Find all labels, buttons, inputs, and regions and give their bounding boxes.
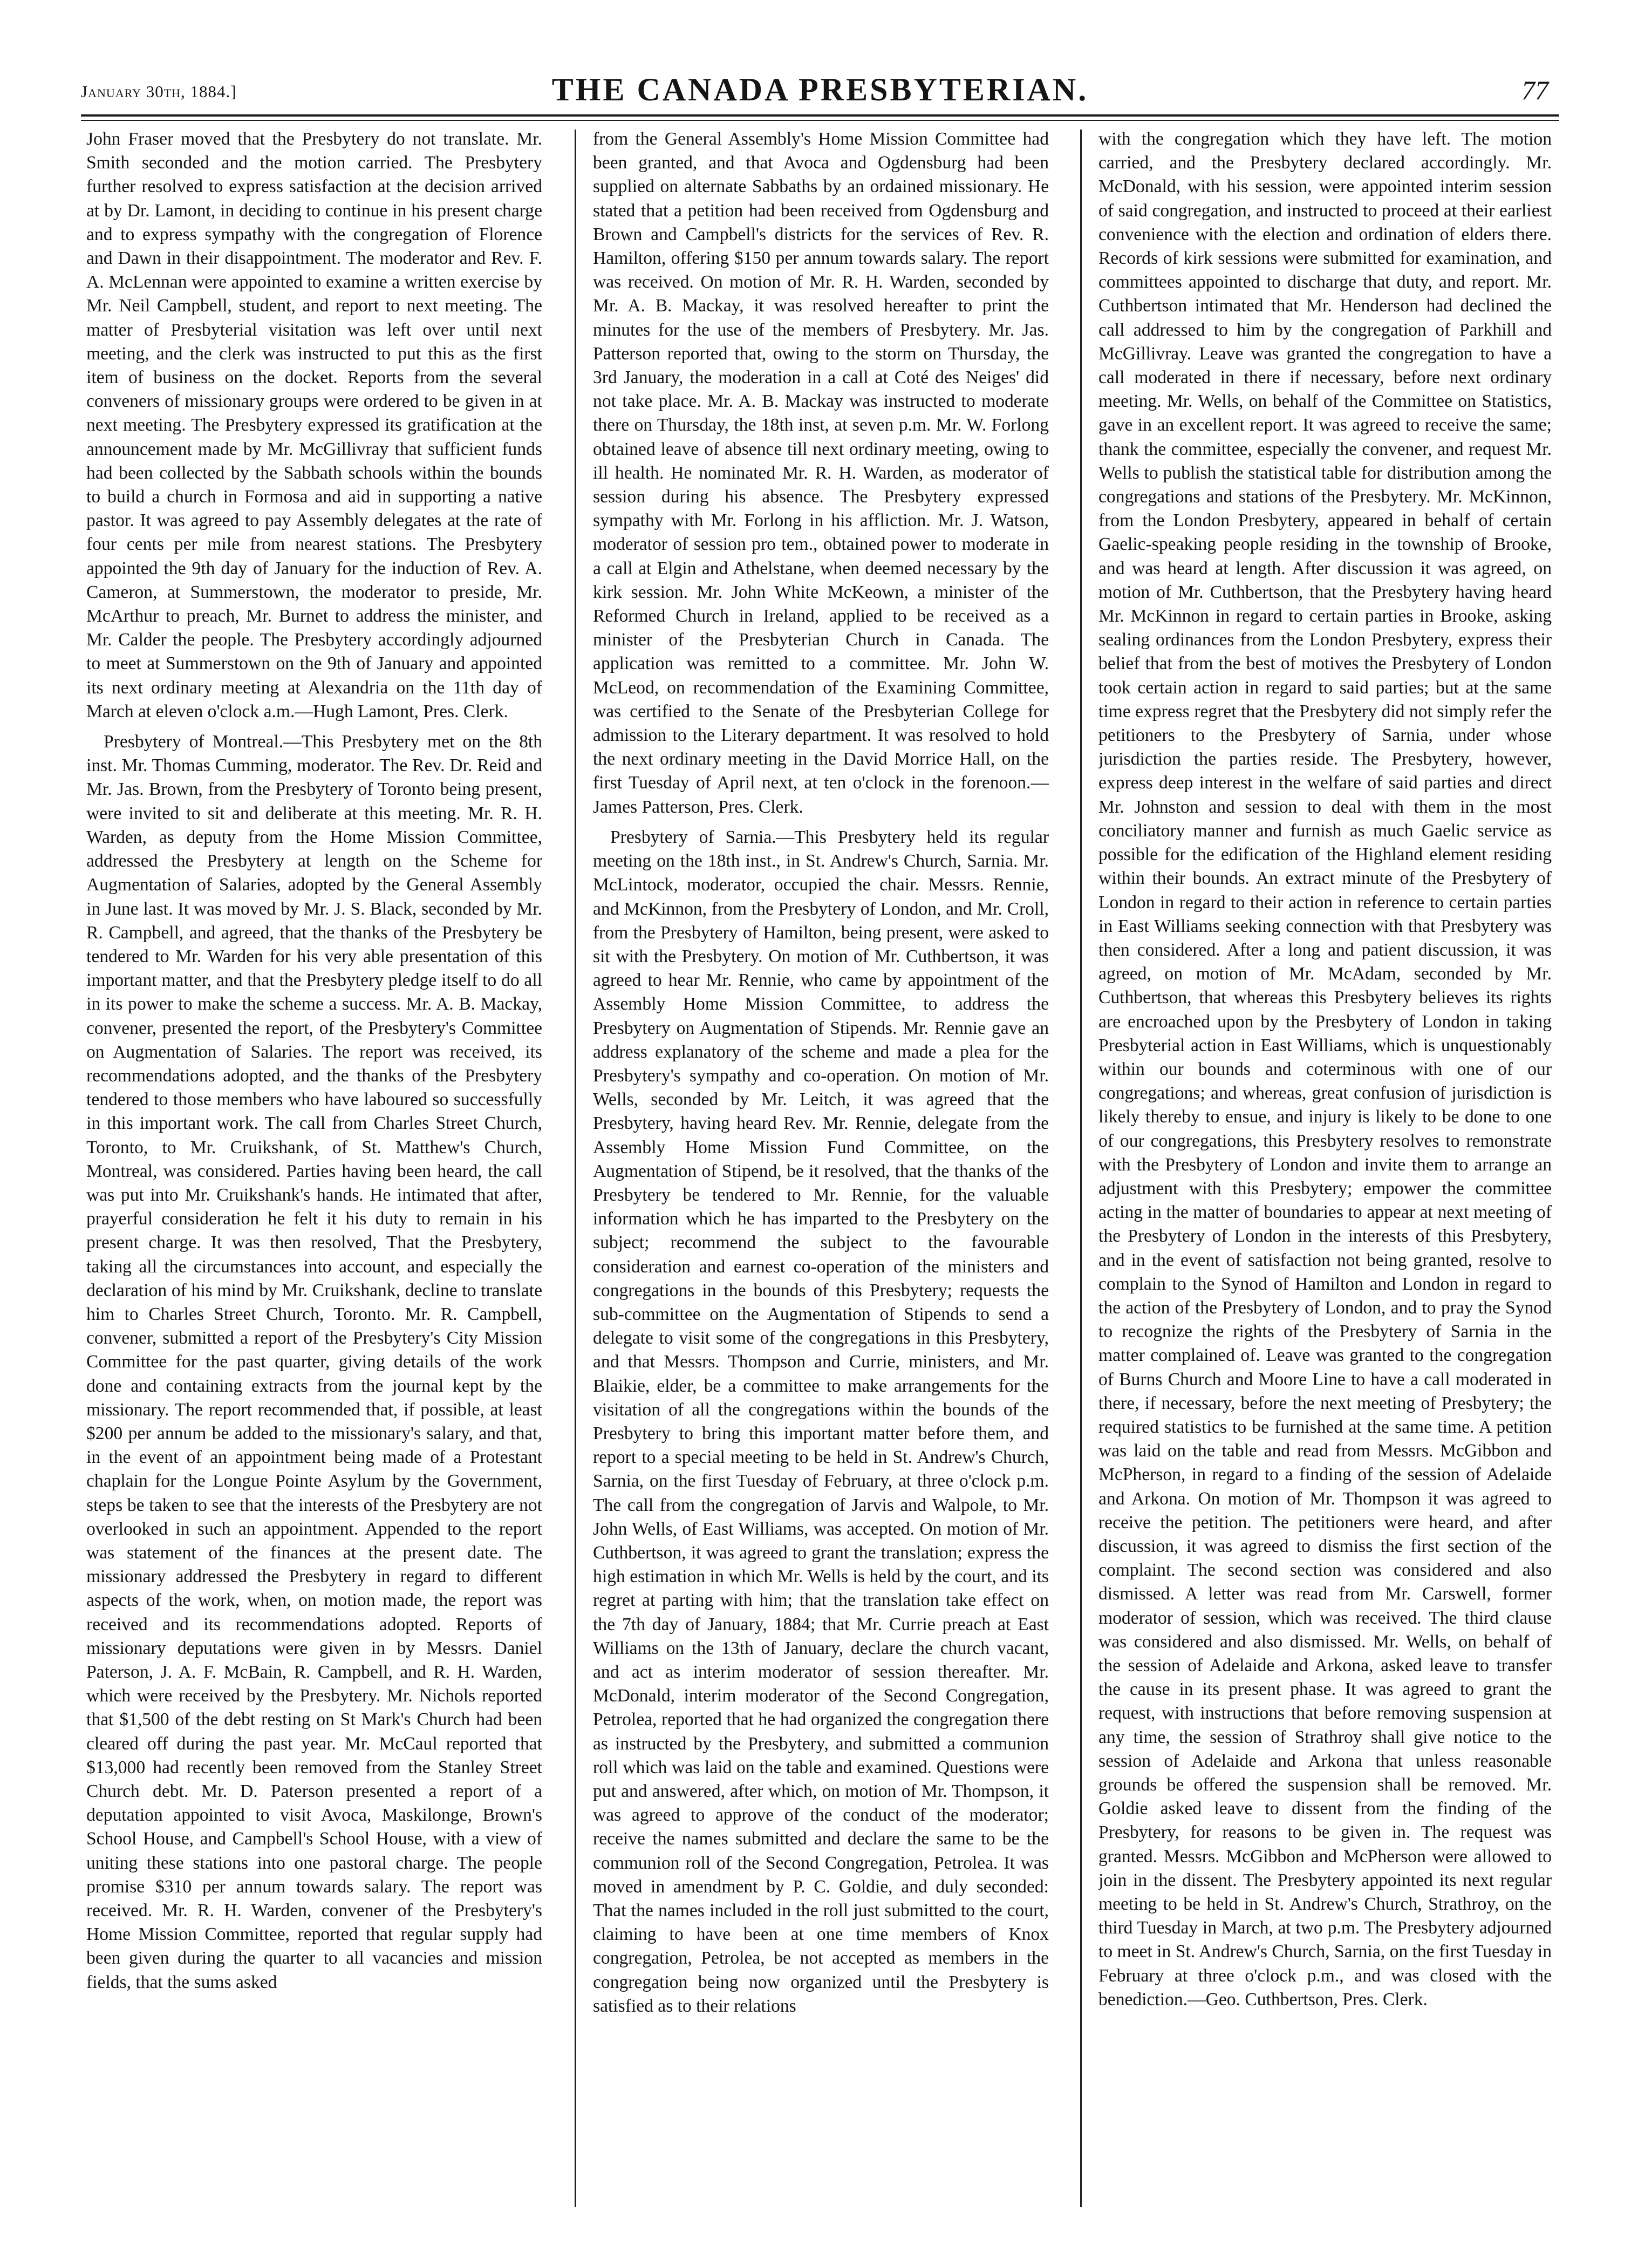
page-number: 77 xyxy=(1521,75,1548,105)
header-rule xyxy=(81,114,1559,117)
column-3-paragraph-1: with the congregation which they have left. The motion carried, and the Presbytery declared accordingly. Mr. McDonald, with his session, were appointed interim session of said congregation, and instructed to proceed at their earliest convenience with the election and ordination of elders there. Records of kirk sessions were submitted for examination, and committees appointed to discharge that duty, and report. Mr. Cuthbertson intimated that Mr. Henderson had declined the call addressed to him by the congregation of Parkhill and McGillivray. Leave was granted the congregation to have a call moderated in there if necessary, before next ordinary meeting. Mr. Wells, on behalf of the Committee on Statistics, gave in an excellent report. It was agreed to receive the same; thank the committee, especially the convener, and request Mr. Wells to publish the statistical table for distribution among the congregations and stations of the Presbytery. Mr. McKinnon, from the London Presbytery, appeared in behalf of certain Gaelic-speaking people residing in the township of Brooke, and was heard at length. After discussion it was agreed, on motion of Mr. Cuthbertson, that the Presbytery having heard Mr. McKinnon in regard to certain parties in Brooke, asking sealing ordinances from the London Presbytery, express their belief that from the best of motives the Presbytery of London took certain action in regard to said parties; but at the same time express regret that the Presbytery did not simply refer the petitioners to the Presbytery of Sarnia, under whose jurisdiction the parties reside. The Presbytery, however, express deep interest in the welfare of said parties and direct Mr. Johnston and session to deal with them in the most conciliatory manner and furnish as much Gaelic service as possible for the edification of the Highland element residing within their bounds. An extract minute of the Presbytery of London in regard to their action in reference to certain parties in East Williams seeking connection with that Presbytery was then considered. After a long and patient discussion, it was agreed, on motion of Mr. McAdam, seconded by Mr. Cuthbertson, that whereas this Presbytery believes its rights are encroached upon by the Presbytery of London in taking Presbyterial action in East Williams, which is unquestionably within our bounds and coterminous with one of our congregations; and whereas, great confusion of jurisdiction is likely thereby to ensue, and injury is likely to be done to one of our congregations, this Presbytery resolves to remonstrate with the Presbytery of London and invite them to arrange an adjustment with this Presbytery; empower the committee acting in the matter of boundaries to appear at next meeting of the Presbytery of London in the interests of this Presbytery, and in the event of satisfaction not being granted, resolve to complain to the Synod of Hamilton and London in regard to the action of the Presbytery of London, and to pray the Synod to recognize the rights of the Presbytery of Sarnia in the matter complained of. Leave was granted to the congregation of Burns Church and Moore Line to have a call moderated in there, if necessary, before the next meeting of Presbytery; the required statistics to be furnished at the same time. A petition was laid on the table and read from Messrs. McGibbon and McPherson, in regard to a finding of the session of Adelaide and Arkona. On motion of Mr. Thompson it was agreed to receive the petition. The petitioners were heard, and after discussion, it was agreed to dismiss the first section of the complaint. The second section was considered and also dismissed. A letter was read from Mr. Carswell, former moderator of session, which was received. The third clause was considered and also dismissed. Mr. Wells, on behalf of the session of Adelaide and Arkona, asked leave to transfer the cause in its present phase. It was agreed to grant the request, with instructions that before removing suspension at any time, the session of Strathroy shall give notice to the session of Adelaide and Arkona that unless reasonable grounds be offered the suspension shall be removed. Mr. Goldie asked leave to dissent from the finding of the Presbytery, for reasons to be given in. The request was granted. Messrs. McGibbon and McPherson were allowed to join in the dissent. The Presbytery appointed its next regular meeting to be held in St. Andrew's Church, Strathroy, on the third Tuesday in March, at two p.m. The Presbytery adjourned to meet in St. Andrew's Church, Sarnia, on the first Tuesday in February at three o'clock p.m., and was closed with the benediction.—Geo. Cuthbertson, Pres. Clerk. xyxy=(1098,129,1552,2010)
column-divider-2 xyxy=(1080,130,1082,2207)
column-3 xyxy=(1098,127,1552,2205)
column-2-paragraph-2: Presbytery of Sarnia.—This Presbytery held its regular meeting on the 18th inst., in St. Andrew's Church, Sarnia. Mr. McLintock, moderator, occupied the chair. Messrs. Rennie, and McKinnon, from the Presbytery of London, and Mr. Croll, from the Presbytery of Hamilton, being present, were asked to sit with the Presbytery. On motion of Mr. Cuthbertson, it was agreed to hear Mr. Rennie, who came by appointment of the Assembly Home Mission Committee, to address the Presbytery on Augmentation of Stipends. Mr. Rennie gave an address explanatory of the scheme and made a plea for the Presbytery's sympathy and co-operation. On motion of Mr. Wells, seconded by Mr. Leitch, it was agreed that the Presbytery, having heard Rev. Mr. Rennie, delegate from the Assembly Home Mission Fund Committee, on the Augmentation of Stipend, be it resolved, that the thanks of the Presbytery be tendered to Mr. Rennie, for the valuable information which he has imparted to the Presbytery on the subject; recommend the subject to the favourable consideration and earnest co-operation of the ministers and congregations in the bounds of this Presbytery; requests the sub-committee on the Augmentation of Stipends to send a delegate to visit some of the congregations in this Presbytery, and that Messrs. Thompson and Currie, ministers, and Mr. Blaikie, elder, be a committee to make arrangements for the visitation of all the congregations within the bounds of the Presbytery to bring this important matter before them, and report to a special meeting to be held in St. Andrew's Church, Sarnia, on the first Tuesday of February, at three o'clock p.m. The call from the congregation of Jarvis and Walpole, to Mr. John Wells, of East Williams, was accepted. On motion of Mr. Cuthbertson, it was agreed to grant the translation; express the high estimation in which Mr. Wells is held by the court, and its regret at parting with him; that the translation take effect on the 7th day of January, 1884; that Mr. Currie preach at East Williams on the 13th of January, declare the church vacant, and act as interim moderator of session thereafter. Mr. McDonald, interim moderator of the Second Congregation, Petrolea, reported that he had organized the congregation there as instructed by the Presbytery, and submitted a communion roll which was laid on the table and examined. Questions were put and answered, after which, on motion of Mr. Thompson, it was agreed to approve of the conduct of the moderator; receive the names submitted and declare the same to be the communion roll of the Second Congregation, Petrolea. It was moved in amendment by P. C. Goldie, and duly seconded: That the names included in the roll just submitted to the court, claiming to have been at one time members of Knox congregation, Petrolea, be not accepted as members in the congregation being now organized until the Presbytery is satisfied as to their relations xyxy=(593,827,1049,2016)
header-rule-thin xyxy=(81,120,1559,121)
column-divider-1 xyxy=(575,130,576,2207)
column-1-paragraph-1: John Fraser moved that the Presbytery do not translate. Mr. Smith seconded and the motion carried. The Presbytery further resolved to express satisfaction at the decision arrived at by Dr. Lamont, in deciding to continue in his present charge and to express sympathy with the congregation of Florence and Dawn in their disappointment. The moderator and Rev. F. A. McLennan were appointed to examine a written exercise by Mr. Neil Campbell, student, and report to next meeting. The matter of Presbyterial visitation was left over until next meeting, and the clerk was instructed to put this as the first item of business on the docket. Reports from the several conveners of missionary groups were ordered to be given in at next meeting. The Presbytery expressed its gratification at the announcement made by Mr. McGillivray that sufficient funds had been collected by the Sabbath schools within the bounds to build a church in Formosa and aid in supporting a native pastor. It was agreed to pay Assembly delegates at the rate of four cents per mile from nearest stations. The Presbytery appointed the 9th day of January for the induction of Rev. A. Cameron, at Summerstown, the moderator to preside, Mr. McArthur to preach, Mr. Burnet to address the minister, and Mr. Calder the people. The Presbytery accordingly adjourned to meet at Summerstown on the 9th of January and appointed its next ordinary meeting at Alexandria on the 11th day of March at eleven o'clock a.m.—Hugh Lamont, Pres. Clerk. xyxy=(86,129,542,721)
masthead-title: THE CANADA PRESBYTERIAN. xyxy=(551,72,1089,107)
column-2 xyxy=(593,127,1049,2205)
column-2-paragraph-1: from the General Assembly's Home Mission Committee had been granted, and that Avoca and Ogdensburg had been supplied on alternate Sabbaths by an ordained missionary. He stated that a petition had been received from Ogdensburg and Brown and Campbell's districts for the services of Rev. R. Hamilton, offering $150 per annum towards salary. The report was received. On motion of Mr. R. H. Warden, seconded by Mr. A. B. Mackay, it was resolved hereafter to print the minutes for the use of the members of Presbytery. Mr. Jas. Patterson reported that, owing to the storm on Thursday, the 3rd January, the moderation in a call at Coté des Neiges' did not take place. Mr. A. B. Mackay was instructed to moderate there on Thursday, the 18th inst, at seven p.m. Mr. W. Forlong obtained leave of absence till next ordinary meeting, owing to ill health. He nominated Mr. R. H. Warden, as moderator of session during his absence. The Presbytery expressed sympathy with Mr. Forlong in his affliction. Mr. J. Watson, moderator of session pro tem., obtained power to moderate in a call at Elgin and Athelstane, when deemed necessary by the kirk session. Mr. John White McKeown, a minister of the Reformed Church in Ireland, applied to be received as a minister of the Presbyterian Church in Canada. The application was remitted to a committee. Mr. John W. McLeod, on recommendation of the Examining Committee, was certified to the Senate of the Presbyterian College for admission to the Literary department. It was resolved to hold the next ordinary meeting in the David Morrice Hall, on the first Tuesday of April next, at ten o'clock in the forenoon.—James Patterson, Pres. Clerk. xyxy=(593,129,1049,817)
column-1-paragraph-2: Presbytery of Montreal.—This Presbytery met on the 8th inst. Mr. Thomas Cumming, moderator. The Rev. Dr. Reid and Mr. Jas. Brown, from the Presbytery of Toronto being present, were invited to sit and deliberate at this meeting. Mr. R. H. Warden, as deputy from the Home Mission Committee, addressed the Presbytery at length on the Scheme for Augmentation of Salaries, adopted by the General Assembly in June last. It was moved by Mr. J. S. Black, seconded by Mr. R. Campbell, and agreed, that the thanks of the Presbytery be tendered to Mr. Warden for his very able presentation of this important matter, and that the Presbytery pledge itself to do all in its power to make the scheme a success. Mr. A. B. Mackay, convener, presented the report, of the Presbytery's Committee on Augmentation of Salaries. The report was received, its recommendations adopted, and the thanks of the Presbytery tendered to those members who have laboured so successfully in this important work. The call from Charles Street Church, Toronto, to Mr. Cruikshank, of St. Matthew's Church, Montreal, was considered. Parties having been heard, the call was put into Mr. Cruikshank's hands. He intimated that after, prayerful consideration he felt it his duty to remain in his present charge. It was then resolved, That the Presbytery, taking all the circumstances into account, and especially the declaration of his mind by Mr. Cruikshank, decline to translate him to Charles Street Church, Toronto. Mr. R. Campbell, convener, submitted a report of the Presbytery's City Mission Committee for the past quarter, giving details of the work done and containing extracts from the journal kept by the missionary. The report recommended that, if possible, at least $200 per annum be added to the missionary's salary, and that, in the event of an appointment being made of a Protestant chaplain for the Longue Pointe Asylum by the Government, steps be taken to see that the interests of the Presbytery are not overlooked in such an appointment. Appended to the report was statement of the finances at the present date. The missionary addressed the Presbytery in regard to different aspects of the work, when, on motion made, the report was received and its recommendations adopted. Reports of missionary deputations were given in by Messrs. Daniel Paterson, J. A. F. McBain, R. Campbell, and R. H. Warden, which were received by the Presbytery. Mr. Nichols reported that $1,500 of the debt resting on St Mark's Church had been cleared off during the past year. Mr. McCaul reported that $13,000 had recently been removed from the Stanley Street Church debt. Mr. D. Paterson presented a report of a deputation appointed to visit Avoca, Maskilonge, Brown's School House, and Campbell's School House, with a view of uniting these stations into one pastoral charge. The people promise $310 per annum towards salary. The report was received. Mr. R. H. Warden, convener of the Presbytery's Home Mission Committee, reported that regular supply had been given during the quarter to all vacancies and mission fields, that the sums asked xyxy=(86,732,542,1992)
page-header xyxy=(81,69,1559,112)
column-1 xyxy=(86,127,542,2205)
issue-date: January 30th, 1884.] xyxy=(81,82,237,101)
